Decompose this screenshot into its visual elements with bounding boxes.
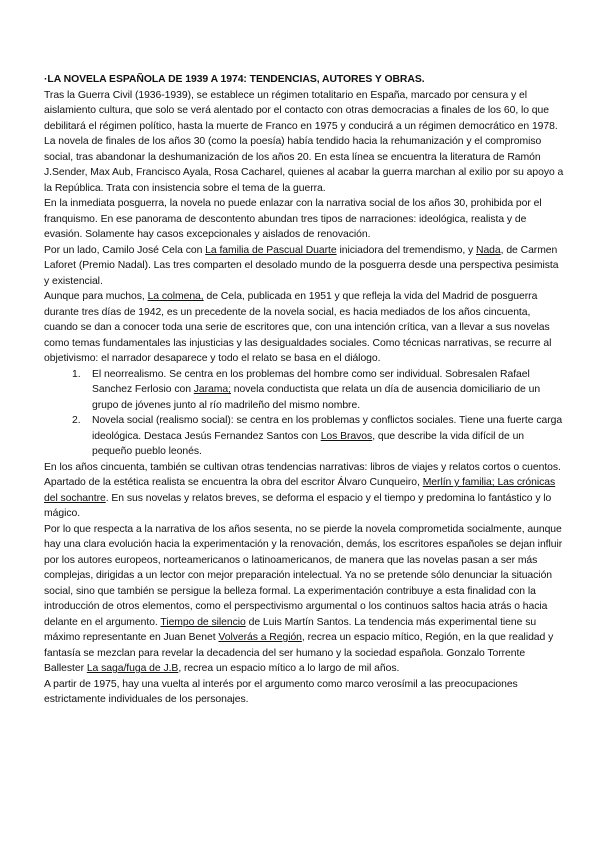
text-run: , que describe la vida difícil de un pequeño pueblo leonés. (92, 430, 525, 457)
text-run: Por lo que respecta a la narrativa de los años sesenta, no se pierde la novela comprometida socialmente, aunque hay una clara evolución hacia la experimentación y la renovación, demás, los escritores españoles se dejan influir por los autores europeos, norteamericanos o latinoamericanos, de manera que las novelas pasan a ser más complejas, dirigidas a un lector con mejor preparación intelectual. Ya no se pretende sólo denunciar la situación social, sino que también se persigue la belleza formal. La experimentación contribuye a esta finalidad con la introducción de otros elementos, como el perspectivismo argumental o los continuos saltos hacia atrás o hacia delante en el argumento. (44, 523, 563, 628)
paragraph-cela-laforet (44, 243, 564, 290)
book-title-jarama: Jarama; (193, 384, 231, 395)
book-title-los-bravos: Los Bravos (320, 430, 373, 442)
text-run: de Luis Martín Santos. La tendencia más experimental tiene su máximo representante en Juan Benet (44, 616, 537, 643)
text-run: Por un lado, Camilo José Cela con (44, 244, 206, 256)
paragraph-colmena (44, 289, 564, 367)
document-title: ·LA NOVELA ESPAÑOLA DE 1939 A 1974: TENDENCIAS, AUTORES Y OBRAS. (44, 74, 425, 85)
trends-list (44, 367, 564, 460)
text-run: En los años cincuenta, también se cultivan otras tendencias narrativas: libros de viajes y relatos cortos o cuentos. Apartado de la estética realista se encuentra la obra del escritor Álvaro Cunqueiro, (44, 461, 561, 488)
list-number: 1. (72, 368, 81, 380)
text-run: novela conductista que relata un día de ausencia domiciliario de un grupo de jóvenes junto al río madrileño del mismo nombre. (92, 384, 541, 411)
book-title-tiempo-de-silencio: Tiempo de silencio (160, 616, 246, 628)
text-run: de Cela, publicada en 1951 y que refleja la vida del Madrid de posguerra durante tres días de 1942, es un precedente de la novela social, es hacia mediados de los años cincuenta, cuando se dan a conocer toda una serie de escritores que, con una intención crítica, van a llevar a sus novelas como temas fundamentales las injusticias y las desigualdades sociales. Como técnicas narrativas, se recurre al objetivismo: el narrador desaparece y todo el relato se basa en el diálogo. (44, 291, 552, 364)
text-run: , de Carmen Laforet (Premio Nadal). Las tres comparten el desolado mundo de la posguerra desde una perspectiva pesimista y existencial. (44, 244, 559, 287)
book-title-volveras-a-region: Volverás a Región (218, 632, 302, 643)
paragraph-1975: A partir de 1975, hay una vuelta al interés por el argumento como marco verosímil a las preocupaciones estrictamente individuales de los personajes. (44, 678, 518, 705)
text-run: Novela social (realismo social): se centra en los problemas y conflictos sociales. Tiene una fuerte carga ideológica. Destaca Jesús Fernandez Santos con (92, 415, 563, 442)
text-run: iniciadora del tremendismo, y (336, 244, 476, 256)
paragraph-fifties (44, 460, 564, 522)
text-run: Aunque para muchos, (44, 291, 148, 302)
document-page (44, 72, 564, 708)
book-title-nada: Nada (476, 244, 501, 256)
text-run: El neorrealismo. Se centra en los problemas del hombre como ser individual. Sobresalen Rafael Sanchez Ferlosio con (92, 368, 530, 395)
paragraph-sixties (44, 522, 564, 677)
book-title-pascual-duarte: La familia de Pascual Duarte (205, 244, 337, 256)
paragraph-context: Tras la Guerra Civil (1936-1939), se establece un régimen totalitario en España, marcado por censura y el aislamiento cultura, que solo se verá alentado por el contacto con otras democracias a finales de los 60, lo que debilitará el régimen político, hasta la muerte de Franco en 1975 y conducirá a un régimen democrático en 1978. (44, 89, 558, 132)
list-item (44, 413, 564, 460)
paragraph-thirties-novel: La novela de finales de los años 30 (como la poesía) había tendido hacia la rehumanización y el compromiso social, tras abandonar la deshumanización de los años 20. En esta línea se encuentra la literatura de Ramón J.Sender, Max Aub, Francisco Ayala, Rosa Cacharel, quienes al acabar la guerra marchan al exilio por su apoyo a la República. Trata con insistencia sobre el tema de la guerra. (44, 136, 564, 194)
text-run: , recrea un espacio mítico a lo largo de mil años. (178, 663, 400, 674)
text-run: . En sus novelas y relatos breves, se deforma el espacio y el tiempo y predomina lo fantástico y lo mágico. (44, 492, 552, 519)
book-title-saga-fuga: La saga/fuga de J.B (86, 663, 179, 674)
text-run: , recrea un espacio mítico, Región, en la que realidad y fantasía se mezclan para revelar la decadencia del ser humano y la sociedad española. Gonzalo Torrente Ballester (44, 632, 554, 674)
list-number: 2. (72, 415, 81, 426)
list-item (44, 367, 564, 414)
book-title-merlin: Merlín y familia; Las crónicas del sochantre (44, 477, 556, 504)
paragraph-postwar: En la inmediata posguerra, la novela no puede enlazar con la narrativa social de los años 30, prohibida por el franquismo. En ese panorama de descontento abundan tres tipos de narraciones: ideológica, realista y de evasión. Solamente hay casos excepcionales y aislados de renovación. (44, 198, 542, 240)
book-title-la-colmena: La colmena, (147, 291, 204, 302)
